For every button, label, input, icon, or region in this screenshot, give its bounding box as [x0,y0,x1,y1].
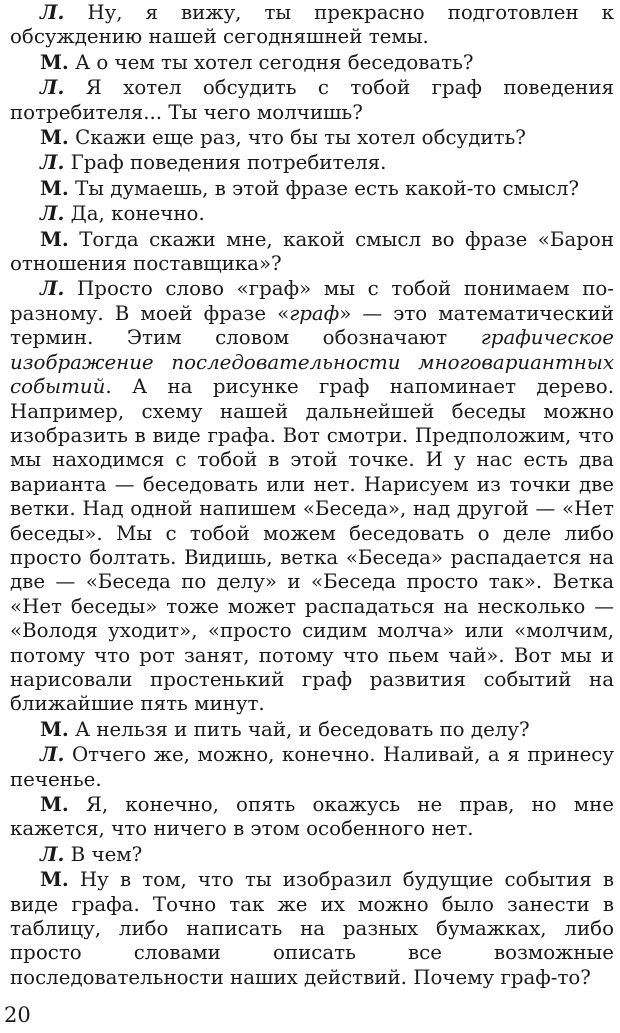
dialogue-paragraph [10,201,614,226]
dialogue-paragraph [10,276,614,716]
paragraph-text: Ну, я вижу, ты прекрасно подготовлен к обсуждению нашей сегодняшней темы. [10,1,614,49]
paragraph-text: Граф поведения потребителя. [64,151,387,175]
dialogue-paragraph [10,717,614,742]
dialogue-paragraph [10,125,614,150]
speaker-label: Л. [40,0,65,24]
dialogue-paragraph [10,150,614,175]
dialogue-paragraph [10,0,614,50]
paragraph-text: А нельзя и пить чай, и беседовать по делу? [68,717,530,741]
dialogue-text [10,0,614,990]
paragraph-text: В чем? [64,842,143,866]
dialogue-paragraph [10,176,614,201]
paragraph-text: » — это математический термин. Этим словом обозначают [10,301,614,350]
speaker-label: М. [40,175,69,200]
dialogue-paragraph [10,742,614,792]
paragraph-text: А о чем ты хотел сегодня беседовать? [68,50,474,74]
speaker-label: М. [40,226,69,251]
paragraph-text: Ну в том, что ты изобразил будущие события в виде графа. Точно так же их можно было занести в таблицу, либо написать на разных бумажках, либо просто словами описать все возможные последовательности наших действий. Почему граф-то? [10,868,614,989]
paragraph-text: Тогда скажи мне, какой смысл во фразе «Барон отношения поставщика»? [10,227,614,276]
paragraph-text: Просто слово «граф» мы с тобой понимаем по-разному. В моей фразе « [10,277,614,325]
page-number: 20 [4,1003,31,1027]
dialogue-paragraph [10,867,614,990]
speaker-label: Л. [40,201,65,226]
paragraph-text: Скажи еще раз, что бы ты хотел обсудить? [68,126,526,150]
dialogue-paragraph [10,842,614,867]
dialogue-paragraph [10,75,614,125]
dialogue-paragraph [10,227,614,277]
dialogue-paragraph [10,50,614,75]
paragraph-text: Я, конечно, опять окажусь не прав, но мне кажется, что ничего в этом особенного нет. [10,793,614,841]
speaker-label: М. [40,716,69,741]
italic-text: граф [289,301,340,325]
italic-text: графическое изображение последовательности многовариантных событий [10,326,614,399]
speaker-label: Л. [40,841,65,866]
paragraph-text: . А на рисунке граф напоминает дерево. Например, схему нашей дальнейшей беседы можно изобразить в виде графа. Вот смотри. Предположим, что мы находимся с тобой в этой точке. И у нас есть два варианта — беседовать или нет. Нарисуем из точки две ветки. Над одной напишем «Беседа», над другой — «Нет беседы». Мы с тобой можем беседовать о деле либо просто болтать. Видишь, ветка «Беседа» распадается на две — «Беседа по делу» и «Беседа просто так». Ветка «Нет беседы» тоже может распадаться на несколько — «Володя уходит», «просто сидим молча» или «молчим, потому что рот занят, потому что пьем чай». Вот мы и нарисовали простенький граф развития событий на ближайшие пять минут. [10,375,614,716]
paragraph-text: Да, конечно. [64,202,205,226]
paragraph-text: Отчего же, можно, конечно. Наливай, а я принесу печенье. [10,743,614,791]
speaker-label: М. [40,867,69,892]
speaker-label: М. [40,125,69,150]
speaker-label: Л. [40,75,65,100]
speaker-label: М. [40,792,69,816]
dialogue-paragraph [10,792,614,842]
speaker-label: М. [40,49,69,74]
speaker-label: Л. [40,742,65,767]
paragraph-text: Я хотел обсудить с тобой граф поведения потребителя... Ты чего молчишь? [10,76,614,124]
paragraph-text: Ты думаешь, в этой фразе есть какой-то смысл? [68,176,579,200]
speaker-label: Л. [40,150,65,175]
speaker-label: Л. [40,276,65,301]
